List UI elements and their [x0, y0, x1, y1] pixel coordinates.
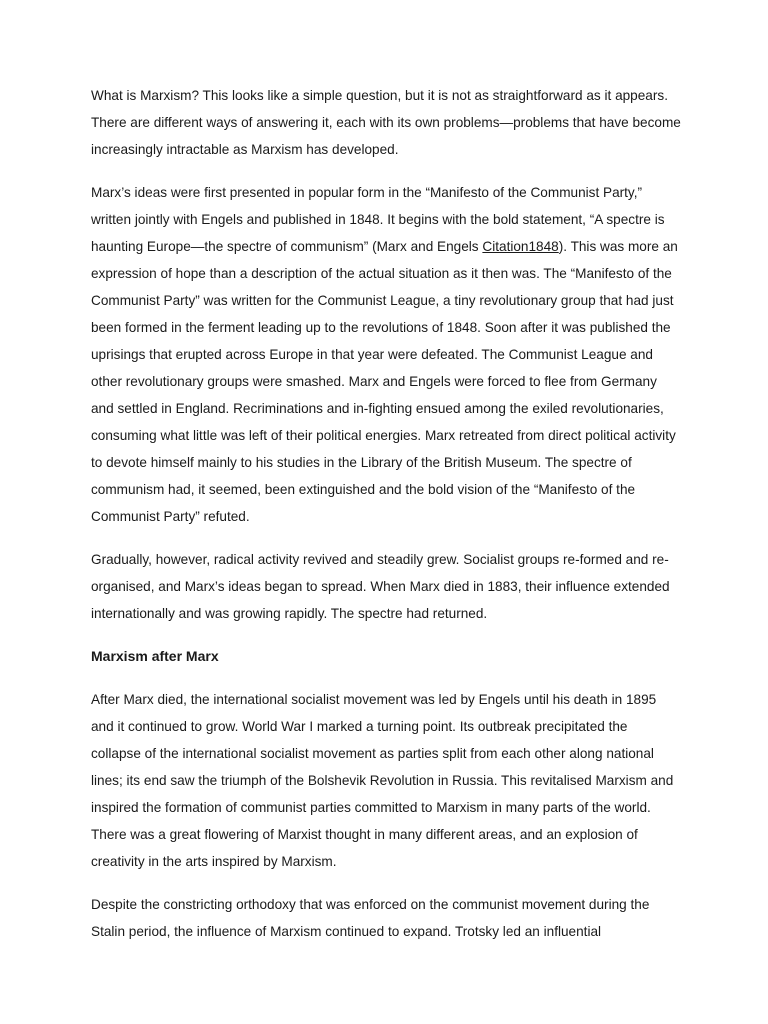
paragraph-revival: Gradually, however, radical activity revived and steadily grew. Socialist groups re-formed and re-organised, and Marx’s ideas began to spread. When Marx died in 1883, their influence extended internationally and was growing rapidly. The spectre had returned. [91, 552, 670, 621]
paragraph-stalin-period: Despite the constricting orthodoxy that was enforced on the communist movement during the Stalin period, the influence of Marxism continued to expand. Trotsky led an influential [91, 897, 650, 939]
document-body [91, 82, 681, 961]
paragraph-manifesto-text-start: Marx’s ideas were first presented in popular form in the “Manifesto of the Communist Party,” written jointly with Engels and published in 1848. It begins with the bold statement, “A spectre is haunting Europe—the spectre of communism” (Marx and Engels [91, 185, 665, 254]
paragraph-manifesto [91, 179, 681, 530]
paragraph-intro: What is Marxism? This looks like a simple question, but it is not as straightforward as it appears. There are different ways of answering it, each with its own problems—problems that have become increasingly intractable as Marxism has developed. [91, 88, 681, 157]
paragraph-manifesto-text-end: ). This was more an expression of hope than a description of the actual situation as it then was. The “Manifesto of the Communist Party” was written for the Communist League, a tiny revolutionary group that had just been formed in the ferment leading up to the revolutions of 1848. Soon after it was published the uprisings that erupted across Europe in that year were defeated. The Communist League and other revolutionary groups were smashed. Marx and Engels were forced to flee from Germany and settled in England. Recriminations and in-fighting ensued among the exiled revolutionaries, consuming what little was left of their political energies. Marx retreated from direct political activity to devote himself mainly to his studies in the Library of the British Museum. The spectre of communism had, it seemed, been extinguished and the bold vision of the “Manifesto of the Communist Party” refuted. [91, 239, 678, 524]
paragraph-after-marx: After Marx died, the international socialist movement was led by Engels until his death in 1895 and it continued to grow. World War I marked a turning point. Its outbreak precipitated the collapse of the international socialist movement as parties split from each other along national lines; its end saw the triumph of the Bolshevik Revolution in Russia. This revitalised Marxism and inspired the formation of communist parties committed to Marxism in many parts of the world. There was a great flowering of Marxist thought in many different areas, and an explosion of creativity in the arts inspired by Marxism. [91, 692, 674, 869]
citation-link[interactable]: Citation1848 [482, 239, 559, 254]
section-heading-marxism-after-marx: Marxism after Marx [91, 648, 219, 664]
